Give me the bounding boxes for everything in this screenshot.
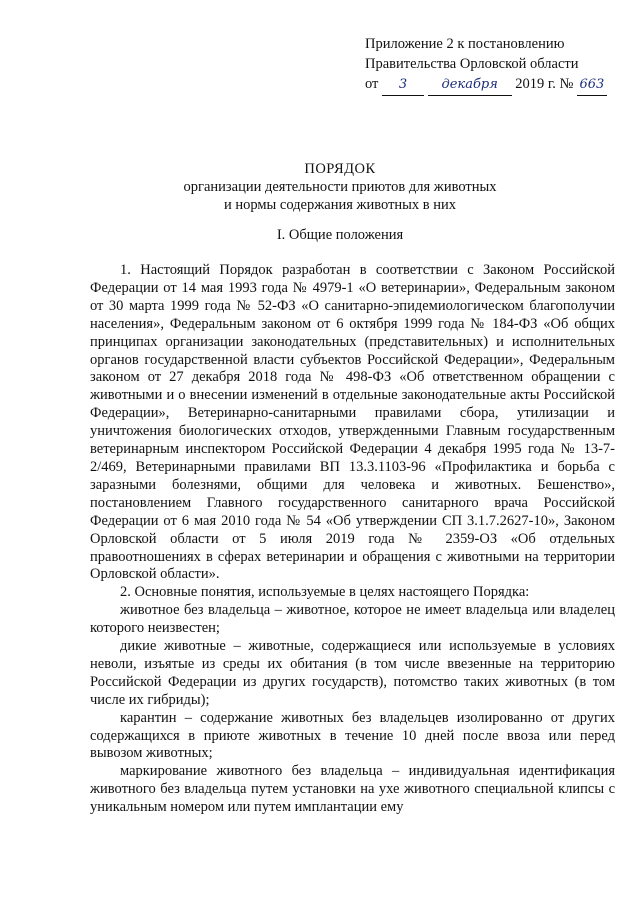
definition-quarantine: карантин – содержание животных без владельцев изолированно от других содержащихся в приюте животных в течение 10 дней после ввоза или перед вывозом животных; [90, 709, 615, 762]
definition-animal-without-owner: животное без владельца – животное, которое не имеет владельца или владелец которого неизвестен; [90, 602, 615, 637]
section-heading: I. Общие положения [276, 227, 404, 243]
definition-marking: маркирование животного без владельца – индивидуальная идентификация животного без владельца путем установки на ухе животного специальной клипсы с уникальным номером или путем имплантации ему [90, 763, 615, 816]
document-title-block [60, 160, 620, 214]
number-sign: № [559, 76, 574, 92]
definition-wild-animals: дикие животные – животные, содержащиеся или используемые в условиях неволи, изъятые из среды их обитания (в том числе ввезенные на территорию Российской Федерации из других государств), потомство таких животных (в том числе их гибриды); [90, 638, 615, 708]
document-body [90, 262, 615, 817]
handwritten-number: 663 [577, 75, 607, 96]
date-prefix: от [365, 76, 379, 92]
document-subtitle-line-2: и нормы содержания животных в них [223, 197, 457, 213]
handwritten-day: 3 [382, 75, 424, 96]
header-line-1: Приложение 2 к постановлению [365, 36, 565, 52]
document-title: ПОРЯДОК [304, 161, 376, 177]
header-date-line [365, 74, 615, 96]
header-line-2: Правительства Орловской области [365, 56, 579, 72]
date-year: 2019 г. [515, 76, 556, 92]
handwritten-month: декабря [428, 75, 512, 96]
paragraph-2: 2. Основные понятия, используемые в целях настоящего Порядка: [120, 584, 530, 601]
paragraph-1: 1. Настоящий Порядок разработан в соответствии с Законом Российской Федерации от 14 мая 1993 года № 4979-1 «О ветеринарии», Федеральным законом от 30 марта 1999 года № 52-ФЗ «О санитарно-эпидемиологическом благополучии населения», Федеральным законом от 6 октября 1999 года № 184-ФЗ «Об общих принципах организации законодательных (представительных) и исполнительных органов государственной власти субъектов Российской Федерации», Федеральным законом от 27 декабря 2018 года № 498-ФЗ «Об ответственном обращении с животными и о внесении изменений в отдельные законодательные акты Российской Федерации», Ветеринарно-санитарными правилами сбора, утилизации и уничтожения биологических отходов, утвержденными Главным государственным ветеринарным инспектором Российской Федерации 4 декабря 1995 года № 13-7-2/469, Ветеринарными правилами ВП 13.3.1103-96 «Профилактика и борьба с заразными болезнями, общими для человека и животных. Бешенство», постановлением Главного государственного санитарного врача Российской Федерации от 6 мая 2010 года № 54 «Об утверждении СП 3.1.7.2627-10», Законом Орловской области от 5 июля 2019 года № 2359-ОЗ «Об отдельных правоотношениях в сферах ветеринарии и обращения с животными на территории Орловской области». [90, 262, 615, 583]
approval-header [365, 34, 615, 96]
document-subtitle-line-1: организации деятельности приютов для животных [183, 179, 497, 195]
